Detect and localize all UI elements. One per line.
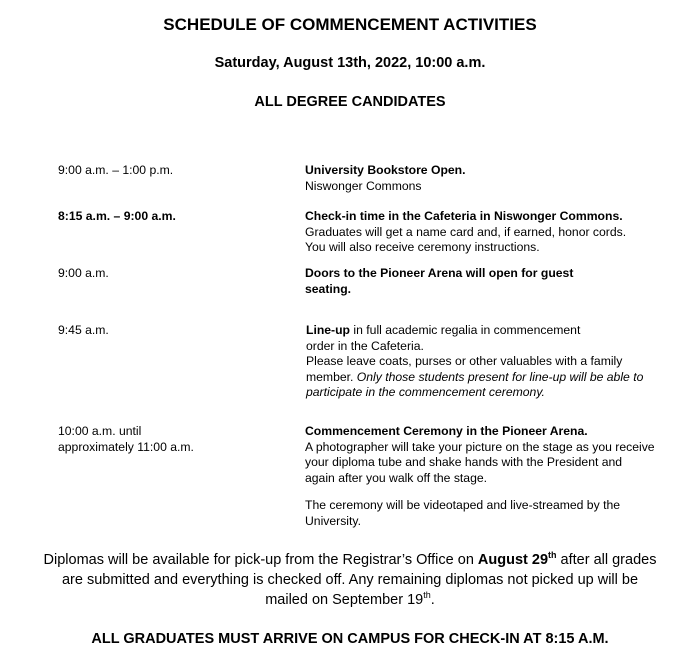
schedule-details-2: The ceremony will be videotaped and live-streamed by the University. (305, 498, 621, 528)
pickup-date-suffix: th (548, 550, 557, 560)
audience-heading: ALL DEGREE CANDIDATES (254, 94, 446, 110)
footer-text-3: . (430, 592, 435, 608)
schedule-time-checkin: 8:15 a.m. – 9:00 a.m. (58, 209, 176, 223)
schedule-item-ceremony (305, 424, 655, 529)
schedule-details: Please leave coats, purses or other valuables with a family member. (306, 354, 623, 384)
pickup-date: August 29 (477, 552, 549, 568)
schedule-item-checkin (305, 209, 655, 256)
footer-text-2: after all grades are submitted and everything is checked off. Any remaining diplomas not picked up will be mailed on September 19 (61, 552, 657, 608)
document-title: SCHEDULE OF COMMENCEMENT ACTIVITIES (163, 15, 537, 34)
event-date: Saturday, August 13th, 2022, 10:00 a.m. (214, 55, 486, 71)
schedule-details: Graduates will get a name card and, if earned, honor cords. (305, 224, 627, 239)
schedule-heading: Check-in time in the Cafeteria in Niswonger Commons. (305, 209, 623, 223)
schedule-details: Niswonger Commons (305, 178, 422, 193)
schedule-time-bookstore: 9:00 a.m. – 1:00 p.m. (58, 163, 174, 177)
schedule-heading: Line-up (306, 323, 351, 337)
schedule-heading-rest: in full academic regalia in commencement order in the Cafeteria. (306, 323, 581, 353)
schedule-time-ceremony (58, 424, 293, 455)
schedule-heading: University Bookstore Open. (305, 163, 466, 177)
schedule-heading-line (306, 323, 606, 354)
schedule-time-start: 10:00 a.m. until (58, 424, 142, 438)
diploma-pickup-notice (40, 550, 660, 610)
schedule-heading: Commencement Ceremony in the Pioneer Arena. (305, 424, 588, 438)
schedule-details: You will also receive ceremony instructions. (305, 240, 540, 254)
schedule-time-end: approximately 11:00 a.m. (58, 439, 194, 454)
mail-date-suffix: th (423, 590, 431, 600)
schedule-heading: Doors to the Pioneer Arena will open for guest seating. (305, 266, 574, 296)
schedule-item-bookstore (305, 163, 655, 194)
schedule-item-lineup (306, 323, 656, 401)
footer-text-1: Diplomas will be available for pick-up from the Registrar’s Office on (43, 552, 478, 568)
schedule-note: Only those students present for line-up will be able to participate in the commencement ceremony. (306, 369, 644, 399)
arrival-notice: ALL GRADUATES MUST ARRIVE ON CAMPUS FOR CHECK-IN AT 8:15 A.M. (91, 631, 609, 647)
schedule-item-doors (305, 266, 595, 297)
schedule-details: A photographer will take your picture on the stage as you receive your diploma tube and shake hands with the President and again after you walk off the stage. (305, 439, 655, 485)
schedule-time-lineup: 9:45 a.m. (58, 323, 109, 337)
schedule-details-line (306, 354, 656, 401)
schedule-time-doors: 9:00 a.m. (58, 266, 109, 280)
